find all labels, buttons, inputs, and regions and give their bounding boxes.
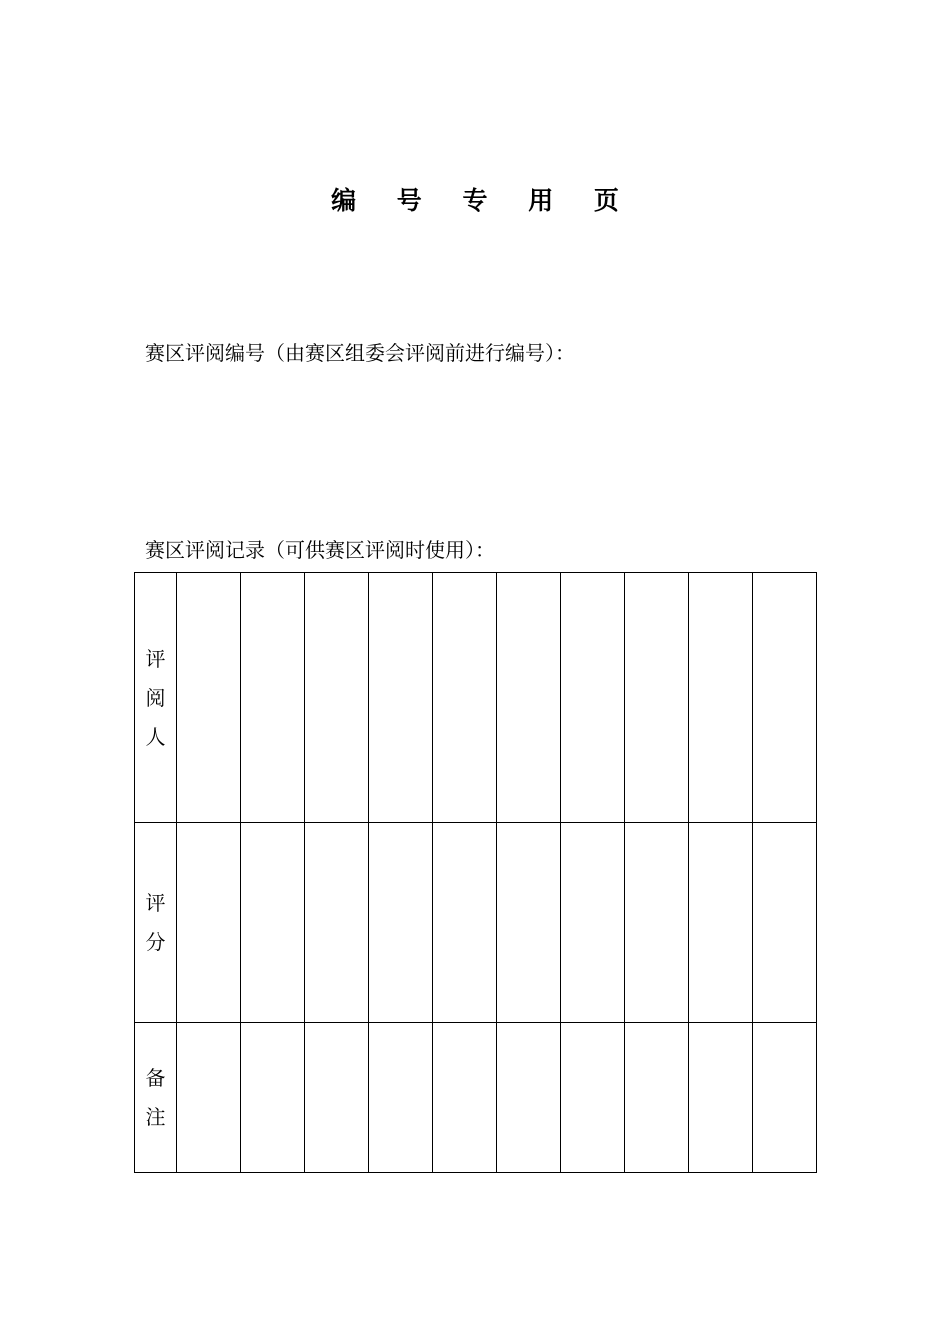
table-row-reviewer — [135, 573, 817, 823]
header-char: 阅 — [145, 685, 166, 710]
page-title: 编 号 专 用 页 — [331, 186, 635, 215]
numbering-label: 赛区评阅编号（由赛区组委会评阅前进行编号）： — [145, 341, 575, 365]
reviewer-cell[interactable] — [497, 573, 561, 823]
record-label: 赛区评阅记录（可供赛区评阅时使用）： — [145, 538, 495, 562]
remark-cell[interactable] — [369, 1023, 433, 1173]
remark-cell[interactable] — [689, 1023, 753, 1173]
remark-cell[interactable] — [561, 1023, 625, 1173]
header-char: 分 — [145, 930, 166, 954]
remark-cell[interactable] — [497, 1023, 561, 1173]
reviewer-cell[interactable] — [689, 573, 753, 823]
score-cell[interactable] — [305, 823, 369, 1023]
remark-cell[interactable] — [177, 1023, 241, 1173]
score-cell[interactable] — [561, 823, 625, 1023]
remark-cell[interactable] — [305, 1023, 369, 1173]
header-char: 人 — [145, 724, 166, 749]
reviewer-cell[interactable] — [625, 573, 689, 823]
row-header-remark — [135, 1023, 177, 1173]
reviewer-cell[interactable] — [753, 573, 817, 823]
header-char: 评 — [145, 891, 166, 915]
reviewer-cell[interactable] — [561, 573, 625, 823]
table-row-score — [135, 823, 817, 1023]
remark-cell[interactable] — [241, 1023, 305, 1173]
remark-cell[interactable] — [433, 1023, 497, 1173]
score-cell[interactable] — [177, 823, 241, 1023]
header-char: 备 — [145, 1066, 166, 1090]
review-record-table — [134, 572, 817, 1173]
reviewer-cell[interactable] — [433, 573, 497, 823]
remark-cell[interactable] — [753, 1023, 817, 1173]
score-cell[interactable] — [433, 823, 497, 1023]
row-header-score — [135, 823, 177, 1023]
reviewer-cell[interactable] — [177, 573, 241, 823]
score-cell[interactable] — [241, 823, 305, 1023]
remark-cell[interactable] — [625, 1023, 689, 1173]
score-cell[interactable] — [753, 823, 817, 1023]
reviewer-cell[interactable] — [241, 573, 305, 823]
header-char: 评 — [145, 646, 166, 671]
table-row-remark — [135, 1023, 817, 1173]
score-cell[interactable] — [497, 823, 561, 1023]
reviewer-cell[interactable] — [369, 573, 433, 823]
reviewer-cell[interactable] — [305, 573, 369, 823]
header-char: 注 — [145, 1105, 166, 1129]
score-cell[interactable] — [625, 823, 689, 1023]
score-cell[interactable] — [369, 823, 433, 1023]
row-header-reviewer — [135, 573, 177, 823]
score-cell[interactable] — [689, 823, 753, 1023]
